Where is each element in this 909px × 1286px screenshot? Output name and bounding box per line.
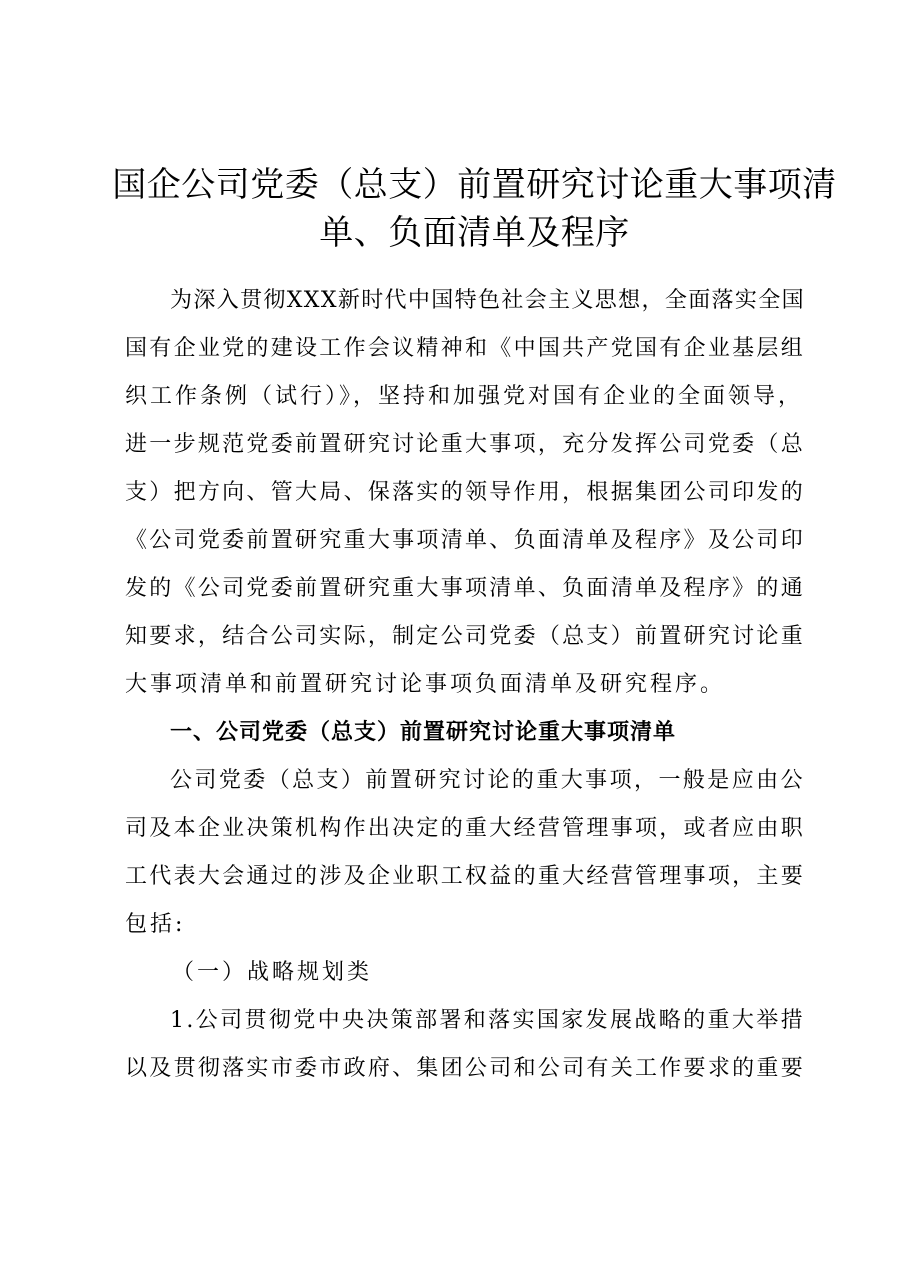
item-1-line-2: 以及贯彻落实市委市政府、集团公司和公司有关工作要求的重要 (125, 1056, 805, 1081)
intro-line-4: 进一步规范党委前置研究讨论重大事项，充分发挥公司党委（总 (125, 432, 805, 457)
section-1-line-4: 包括: (125, 912, 186, 937)
intro-line-5: 支）把方向、管大局、保落实的领导作用，根据集团公司印发的 (125, 480, 805, 505)
intro-line-8: 知要求，结合公司实际，制定公司党委（总支）前置研究讨论重 (125, 624, 805, 649)
intro-line-6: 《公司党委前置研究重大事项清单、负面清单及程序》及公司印 (125, 528, 805, 553)
subsection-1-heading: （一）战略规划类 (172, 960, 373, 985)
item-1-line-1: 1.公司贯彻党中央决策部署和落实国家发展战略的重大举措 (170, 1008, 805, 1033)
section-1-line-2: 司及本企业决策机构作出决定的重大经营管理事项，或者应由职 (125, 816, 805, 841)
section-1-line-3: 工代表大会通过的涉及企业职工权益的重大经营管理事项，主要 (125, 864, 805, 889)
intro-line-2: 国有企业党的建设工作会议精神和《中国共产党国有企业基层组 (125, 336, 805, 361)
document-title-line-2: 单、负面清单及程序 (319, 213, 630, 253)
intro-line-3: 织工作条例（试行）》，坚持和加强党对国有企业的全面领导， (125, 384, 804, 409)
intro-line-7: 发的《公司党委前置研究重大事项清单、负面清单及程序》的通 (125, 576, 805, 601)
intro-line-1: 为深入贯彻XXX新时代中国特色社会主义思想，全面落实全国 (170, 288, 805, 313)
section-1-line-1: 公司党委（总支）前置研究讨论的重大事项，一般是应由公 (170, 768, 805, 793)
document-title-line-1: 国企公司党委（总支）前置研究讨论重大事项清 (112, 165, 837, 205)
intro-line-9: 大事项清单和前置研究讨论事项负面清单及研究程序。 (125, 672, 726, 697)
section-1-heading: 一、公司党委（总支）前置研究讨论重大事项清单 (170, 720, 677, 745)
